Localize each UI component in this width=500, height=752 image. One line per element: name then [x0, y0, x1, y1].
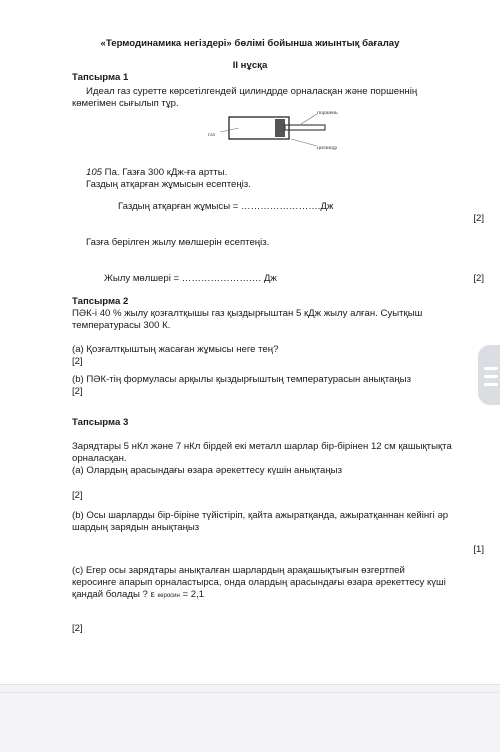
task1-given: 105 Па. Газға 300 кДж-ға артты. [86, 167, 228, 178]
gas-label: газ [208, 132, 215, 138]
handle-grip-line [484, 367, 498, 370]
task1-heading: Тапсырма 1 [72, 72, 129, 83]
task1-question2: Газға берілген жылу мөлшерін есептеңіз. [86, 237, 270, 248]
task2-question-a: (a) Қозғалтқыштың жасаған жұмысы неге тең? [72, 344, 279, 355]
task2-marks-b: [2] [72, 386, 83, 397]
handle-grip-line [484, 375, 498, 378]
task1-marks1: [2] [473, 213, 484, 224]
cylinder-label: цилиндр [317, 145, 338, 151]
task3-line2: орналасқан. [72, 453, 127, 464]
task2-line1: ПӘК-і 40 % жылу қозғалтқышы газ қыздырғыштан 5 кДж жылу алған. Суытқыш [72, 308, 423, 319]
task3-question-b-line2: шардың зарядын анықтаңыз [72, 522, 200, 533]
task3-question-c-line2: керосинге апарып орналастырса, онда олардың арасындағы өзара әрекеттесу күші [72, 577, 446, 588]
footer-divider [0, 692, 500, 693]
task2-marks-a: [2] [72, 356, 83, 367]
piston-label-line [301, 114, 317, 124]
cylinder-label-line [291, 139, 317, 146]
task3-question-a: (a) Олардың арасындағы өзара әрекеттесу күшін анықтаңыз [72, 465, 342, 476]
task1-intro-line2: көмегімен сығылып тұр. [72, 98, 179, 109]
task3-question-c-line1: (c) Егер осы зарядтары анықталған шарлардың арақашықтығын өзгертпей [72, 565, 405, 576]
task2-line2: температурасы 300 К. [72, 320, 171, 331]
cylinder-piston-diagram [205, 108, 355, 152]
viewer-footer [0, 684, 500, 752]
piston-label: поршень [317, 110, 338, 116]
task3-marks-b: [1] [473, 544, 484, 555]
task1-question1: Газдың атқарған жұмысын есептеңіз. [86, 179, 251, 190]
task3-marks-a: [2] [72, 490, 83, 501]
task3-line1: Зарядтары 5 нКл және 7 нКл бірдей екі металл шарлар бір-бірінен 12 см қашықтықта [72, 441, 452, 452]
task3-question-c-line3: қандай болады ? ε керосин = 2,1 [72, 589, 205, 600]
task1-answer1: Газдың атқарған жұмысы = …………………….Дж [118, 201, 334, 212]
handle-grip-line [484, 383, 498, 386]
task1-answer2: Жылу мөлшері = ……………………. Дж [104, 273, 277, 284]
task1-intro-line1: Идеал газ суретте көрсетілгендей цилиндрде орналасқан және поршеннің [86, 86, 418, 97]
variant-label: II нұсқа [232, 60, 268, 71]
document-title: «Термодинамика негіздері» бөлімі бойынша жиынтық бағалау [100, 38, 400, 49]
kerosene-subscript: керосин [157, 593, 180, 599]
given-value: 105 [86, 167, 103, 178]
task3-heading: Тапсырма 3 [72, 417, 129, 428]
task2-question-b: (b) ПӘК-тің формуласы арқылы қыздырғыштың температурасын анықтаңыз [72, 374, 411, 385]
side-drag-handle[interactable] [478, 345, 500, 405]
piston-rod [285, 125, 325, 130]
piston-head [275, 119, 285, 137]
task3-marks-c: [2] [72, 623, 83, 634]
task3-question-b-line1: (b) Осы шарларды бір-біріне түйістіріп, қайта ажыратқанда, ажыратқаннан кейінгі әр [72, 510, 449, 521]
task2-heading: Тапсырма 2 [72, 296, 129, 307]
task1-marks2: [2] [473, 273, 484, 284]
